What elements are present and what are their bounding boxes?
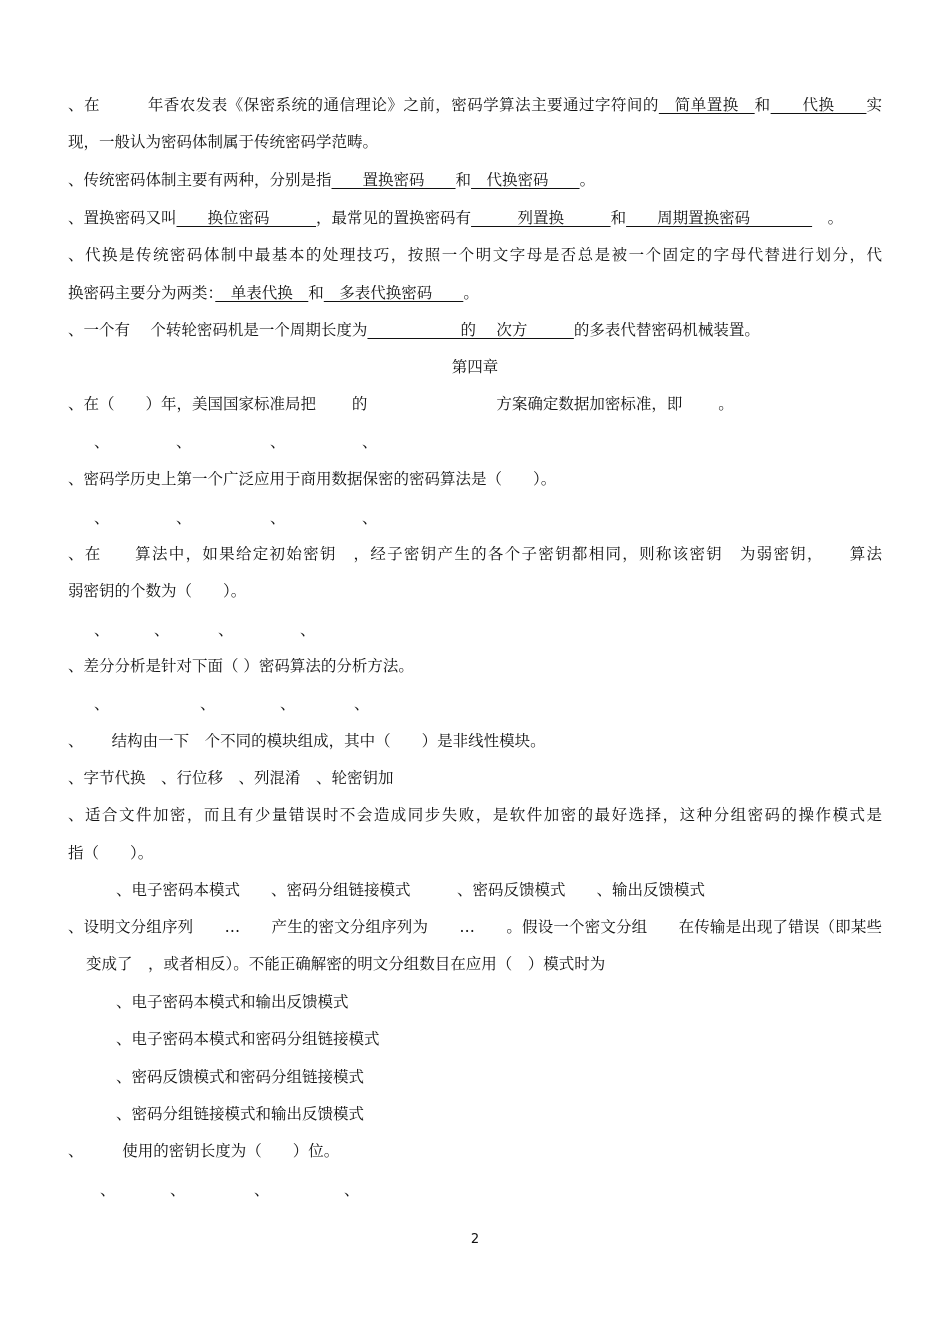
option-a: 、	[100, 1181, 116, 1199]
option-b: 、	[176, 433, 192, 451]
question-text: 、一个有 个转轮密码机是一个周期长度为	[68, 321, 368, 339]
question-3	[68, 205, 882, 231]
chapter4-question-5: 、 结构由一下 个不同的模块组成，其中（ ）是非线性模块。	[68, 732, 546, 750]
option-d: 、	[344, 1181, 360, 1199]
answer-blank-monoalphabetic: 单表代换	[215, 284, 309, 302]
option-a: 、	[94, 509, 110, 527]
question-1-line-1	[68, 92, 882, 118]
question-1-line-2: 现，一般认为密码体制属于传统密码学范畴。	[68, 133, 379, 151]
answer-blank-substitution-cipher: 代换密码	[471, 171, 580, 189]
question-text: 。	[463, 284, 479, 302]
option-d: 、	[362, 433, 378, 451]
answer-blank-polyalphabetic: 多表代换密码	[323, 284, 464, 302]
answer-blank-periodic-transposition: 周期置换密码	[626, 209, 813, 227]
chapter4-question-7-option-b: 、电子密码本模式和密码分组链接模式	[116, 1030, 380, 1048]
question-text: 、传统密码体制主要有两种，分别是指	[68, 171, 332, 189]
question-text: 和	[610, 209, 627, 227]
question-text: ，最常见的置换密码有	[316, 209, 472, 227]
question-text: 和	[754, 96, 771, 114]
option-b: 、	[200, 695, 216, 713]
option-c: 、	[270, 509, 286, 527]
option-d: 、	[354, 695, 370, 713]
chapter4-question-3-line-1: 、在 算法中，如果给定初始密钥 ，经子密钥产生的各个子密钥都相同，则称该密钥 为弱密钥， 算法	[68, 545, 882, 563]
answer-blank-transposition-cipher: 置换密码	[331, 171, 456, 189]
chapter4-question-6-options: 、电子密码本模式 、密码分组链接模式 、密码反馈模式 、输出反馈模式	[116, 881, 706, 899]
answer-blank-simple-substitution: 简单置换	[658, 96, 755, 114]
question-text: 、置换密码又叫	[68, 209, 177, 227]
chapter4-question-7-option-d: 、密码分组链接模式和输出反馈模式	[116, 1105, 365, 1123]
chapter4-question-8: 、 使用的密钥长度为（ ）位。	[68, 1142, 340, 1160]
option-c: 、	[254, 1181, 270, 1199]
chapter4-question-6-line-2: 指（ ）。	[68, 844, 154, 862]
question-text: 和	[455, 171, 472, 189]
chapter4-question-2: 、密码学历史上第一个广泛应用于商用数据保密的密码算法是（ ）。	[68, 470, 557, 488]
option-a: 、	[94, 621, 110, 639]
question-text: 的多表代替密码机械装置。	[573, 321, 760, 339]
option-d: 、	[300, 621, 316, 639]
option-c: 、	[218, 621, 234, 639]
option-a: 、	[94, 433, 110, 451]
answer-blank-period-length: 的 次方	[367, 321, 574, 339]
question-4-line-2	[68, 280, 882, 306]
answer-blank-substitution: 代换	[770, 96, 867, 114]
question-text: 实	[866, 96, 882, 114]
chapter4-question-3-line-2: 弱密钥的个数为（ ）。	[68, 582, 247, 600]
chapter4-question-6-line-1: 、适合文件加密，而且有少量错误时不会造成同步失败，是软件加密的最好选择，这种分组密码的操作模式是	[68, 806, 882, 824]
chapter4-question-4: 、差分分析是针对下面（ ）密码算法的分析方法。	[68, 657, 414, 675]
question-text: 。	[812, 209, 844, 227]
page-number: 2	[470, 1232, 480, 1247]
option-c: 、	[270, 433, 286, 451]
question-text: 。	[579, 171, 596, 189]
option-a: 、	[94, 695, 110, 713]
question-text: 换密码主要分为两类：	[68, 284, 216, 302]
question-2	[68, 167, 882, 193]
question-text: 和	[308, 284, 324, 302]
chapter4-question-7-option-a: 、电子密码本模式和输出反馈模式	[116, 993, 349, 1011]
chapter4-question-5-options: 、字节代换 、行位移 、列混淆 、轮密钥加	[68, 769, 394, 787]
option-d: 、	[362, 509, 378, 527]
option-c: 、	[280, 695, 296, 713]
question-4-line-1: 、代换是传统密码体制中最基本的处理技巧，按照一个明文字母是否总是被一个固定的字母代替进行划分，代	[68, 246, 882, 264]
answer-blank-column-transposition: 列置换	[471, 209, 611, 227]
chapter4-question-7-line-1: 、设明文分组序列 … 产生的密文分组序列为 … 。假设一个密文分组 在传输是出现了错误（即某些	[68, 918, 882, 936]
question-text: 、在 年香农发表《保密系统的通信理论》之前，密码学算法主要通过字符间的	[68, 96, 659, 114]
option-b: 、	[154, 621, 170, 639]
question-5	[68, 317, 882, 343]
chapter4-question-1: 、在（ ）年，美国国家标准局把 的 方案确定数据加密标准，即 。	[68, 395, 734, 413]
option-b: 、	[170, 1181, 186, 1199]
chapter-title: 第四章	[451, 358, 499, 376]
answer-blank-permutation-cipher: 换位密码	[176, 209, 317, 227]
chapter4-question-7-option-c: 、密码反馈模式和密码分组链接模式	[116, 1068, 365, 1086]
option-b: 、	[176, 509, 192, 527]
chapter4-question-7-line-2: 变成了 ，或者相反）。不能正确解密的明文分组数目在应用（ ）模式时为	[86, 955, 606, 973]
